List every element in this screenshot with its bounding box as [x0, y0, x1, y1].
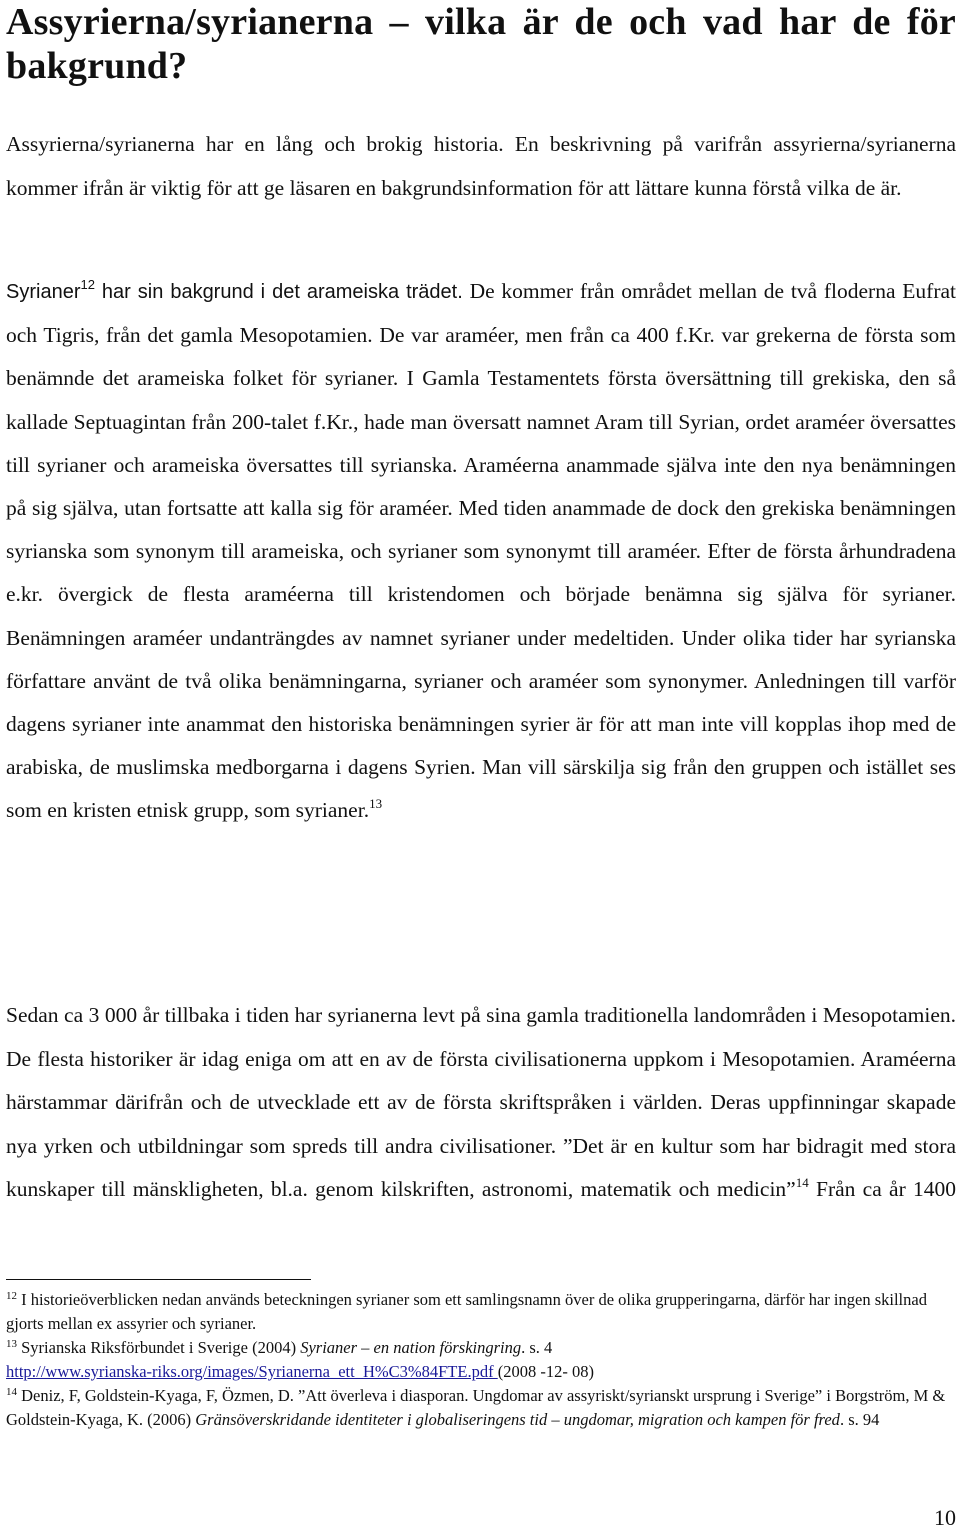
footnote-13-pre: Syrianska Riksförbundet i Sverige (2004)	[17, 1338, 301, 1357]
footnote-14-pre: Deniz, F, Goldstein-Kyaga, F, Özmen, D. ”Att överleva i diasporan. Ungdomar av assyriskt/syrianskt ursprung i Sverige” i Borgström, M & Goldstein-Kyaga, K. (2006)	[6, 1386, 946, 1429]
footnote-13-title: Syrianer – en nation förskingring	[300, 1338, 522, 1357]
footnote-13-post: . s. 4	[521, 1338, 553, 1357]
mesopotamia-text: Sedan ca 3 000 år tillbaka i tiden har syrianerna levt på sina gamla traditionella landområden i Mesopotamien. De flesta historiker är idag eniga om att en av de första civilisationerna uppkom i Mesopotamien. Araméerna härstammar därifrån och de utvecklade ett av de första skriftspråken i världen. Deras uppfinningar skapade nya yrken och utbildningar som spreds till andra civilisationer. ”Det är en kultur som har bidragit med stora kunskaper till mänskligheten, bl.a. genom kilskriften, astronomi, matematik och medicin”	[6, 1003, 956, 1202]
page-number: 10	[934, 1505, 956, 1530]
page-heading: Assyrierna/syrianerna – vilka är de och vad har de för bakgrund?	[6, 1, 956, 87]
footnote-12	[6, 1288, 956, 1336]
footnote-13-date: (2008 -12- 08)	[497, 1362, 594, 1381]
footnote-ref-12[interactable]: 12	[80, 277, 95, 292]
footnote-14-number: 14	[6, 1386, 17, 1398]
footnote-ref-13[interactable]: 13	[369, 796, 383, 812]
history-body: De kommer från området mellan de två floderna Eufrat och Tigris, från det gamla Mesopotamien. De var araméer, men från ca 400 f.Kr. var grekerna de första som benämnde det arameiska folket för syrianer. I Gamla Testamentets första översättning till grekiska, den så kallade Septuagintan från 200-talet f.Kr., hade man översatt namnet Aram till Syrian, ordet araméer översattes till syrianer och arameiska översattes till syrianska. Araméerna anammade själva inte den nya benämningen på sig själva, utan fortsatte att kalla sig för araméer. Med tiden anammade de dock den grekiska benämningen syrianska som synonym till arameiska, och syrianer som synonymt till araméer. Efter de första århundradena e.kr. övergick de flesta araméerna till kristendomen och började benämna sig själva för syrianer. Benämningen araméer undanträngdes av namnet syrianer under medeltiden. Under olika tider har syrianska författare använt de två olika benämningarna, syrianer och araméer som synonymer. Anledningen till varför dagens syrianer inte anammat den historiska benämningen syrier är för att man inte vill kopplas ihop med de arabiska, de muslimska medborgarna i dagens Syrien. Man vill särskilja sig från den gruppen och istället ses som en kristen etnisk grupp, som syrianer.	[6, 279, 957, 823]
history-lead-rest: har sin bakgrund i det arameiska trädet.	[94, 281, 463, 303]
footnote-12-text: I historieöverblicken nedan används beteckningen syrianer som ett samlingsnamn över de olika grupperingarna, därför har ingen skillnad gjorts mellan ex assyrier och syrianer.	[6, 1290, 927, 1333]
history-lead	[6, 277, 463, 303]
footnote-ref-14[interactable]: 14	[795, 1175, 809, 1191]
footnote-13	[6, 1336, 956, 1384]
footnote-14	[6, 1384, 956, 1432]
footnote-14-title: Gränsöverskridande identiteter i globaliseringens tid – ungdomar, migration och kampen för fred	[195, 1410, 840, 1429]
footnote-14-post: . s. 94	[839, 1410, 880, 1429]
footnote-13-number: 13	[6, 1338, 17, 1350]
footnote-12-number: 12	[6, 1290, 17, 1302]
footnotes	[6, 1288, 956, 1432]
mesopotamia-paragraph	[6, 994, 956, 1212]
footnote-divider	[6, 1279, 311, 1280]
mesopotamia-tail: Från ca år 1400	[808, 1177, 957, 1202]
intro-paragraph: Assyrierna/syrianerna har en lång och brokig historia. En beskrivning på varifrån assyrierna/syrianerna kommer ifrån är viktig för att ge läsaren en bakgrundsinformation för att lättare kunna förstå vilka de är.	[6, 132, 956, 200]
history-lead-word: Syrianer	[6, 281, 81, 303]
document-page	[6, 0, 957, 1429]
history-paragraph	[6, 270, 956, 833]
footnote-13-link[interactable]: http://www.syrianska-riks.org/images/Syrianerna_ett_H%C3%84FTE.pdf	[6, 1362, 498, 1381]
